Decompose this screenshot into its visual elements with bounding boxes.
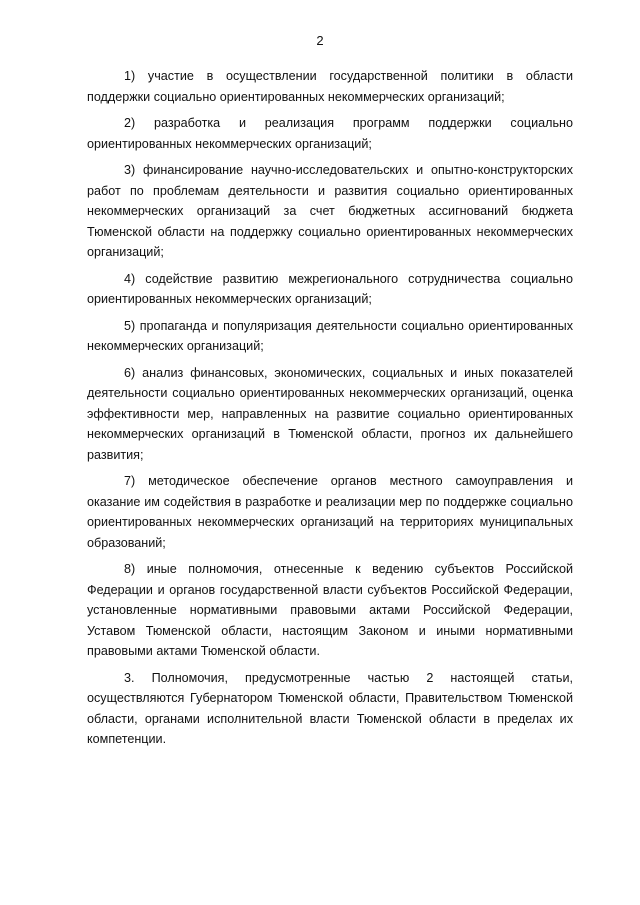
paragraph-part-3: 3. Полномочия, предусмотренные частью 2 настоящей статьи, осуществляются Губернатором Тюменской области, Правительством Тюменской области, органами исполнительной власти Тюменской области в пределах их компетенции. [87,670,573,746]
paragraph-item-8: 8) иные полномочия, отнесенные к ведению субъектов Российской Федерации и органов государственной власти субъектов Российской Федерации, установленные нормативными правовыми актами Российской Федерации, Уставом Тюменской области, настоящим Законом и иными нормативными правовыми актами Тюменской области. [87,562,573,658]
paragraph-item-3: 3) финансирование научно-исследовательских и опытно-конструкторских работ по проблемам деятельности и развития социально ориентированных некоммерческих организаций за счет бюджетных ассигнований бюджета Тюменской области на поддержку социально ориентированных некоммерческих организаций; [87,163,573,259]
paragraph-item-5: 5) пропаганда и популяризация деятельности социально ориентированных некоммерческих организаций; [87,318,573,353]
paragraph-item-7: 7) методическое обеспечение органов местного самоуправления и оказание им содействия в разработке и реализации мер по поддержке социально ориентированных некоммерческих организаций на территориях муниципальных образований; [87,474,573,550]
paragraph-item-4: 4) содействие развитию межрегионального сотрудничества социально ориентированных некоммерческих организаций; [87,271,573,306]
paragraph-item-2: 2) разработка и реализация программ поддержки социально ориентированных некоммерческих организаций; [87,116,573,151]
paragraph-item-6: 6) анализ финансовых, экономических, социальных и иных показателей деятельности социально ориентированных некоммерческих организаций, оценка эффективности мер, направленных на развитие социально ориентированных некоммерческих организаций в Тюменской области, прогноз их дальнейшего развития; [87,365,573,462]
page-number: 2 [316,33,324,48]
paragraph-item-1: 1) участие в осуществлении государственной политики в области поддержки социально ориентированных некоммерческих организаций; [87,69,573,104]
document-body [87,66,573,756]
